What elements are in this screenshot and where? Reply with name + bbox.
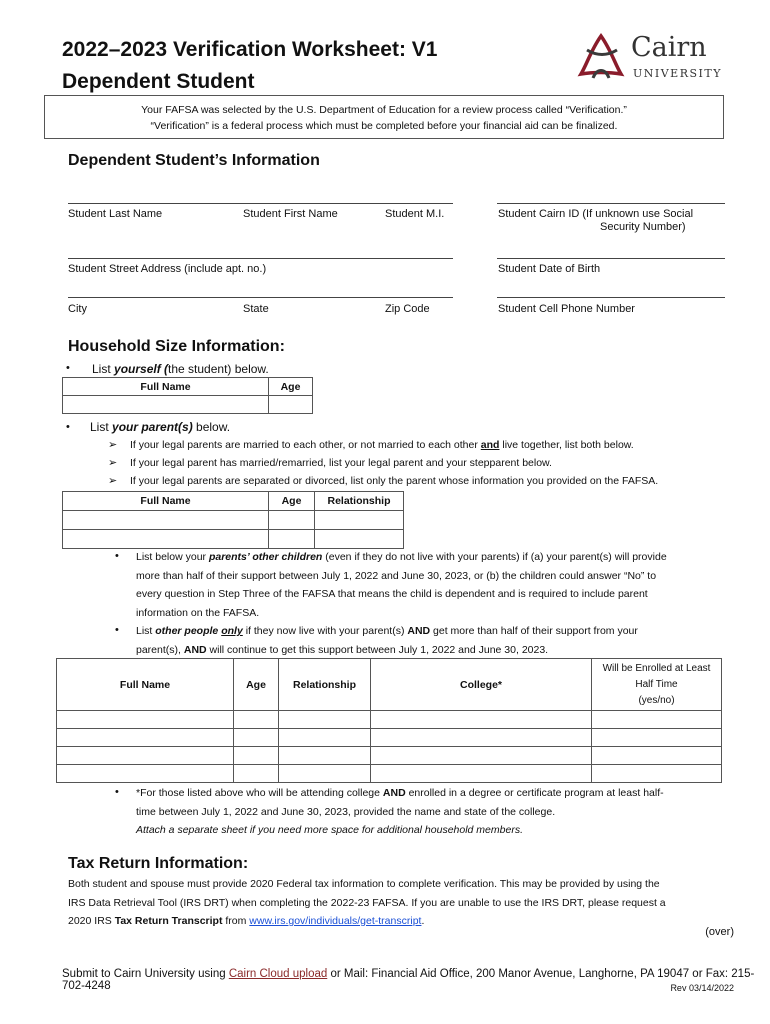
arrow1-pre: If your legal parents are married to each other, or not married to each other xyxy=(130,439,481,451)
member-name-cell[interactable] xyxy=(57,747,234,765)
title-line-1: 2022–2023 Verification Worksheet: V1 xyxy=(62,38,438,61)
b4-and: AND xyxy=(407,625,431,637)
b3-l2: more than half of their support between July 1, 2022 and June 30, 2023, or (b) the children could answer “No” to xyxy=(136,569,657,582)
tax-paragraph xyxy=(68,875,733,931)
parents-table xyxy=(62,491,404,549)
col-full-name: Full Name xyxy=(57,659,234,711)
logo-name: Cairn xyxy=(631,32,707,63)
member-name-cell[interactable] xyxy=(57,729,234,747)
zip-label: Zip Code xyxy=(385,303,430,315)
b5-l3: Attach a separate sheet if you need more space for additional household members. xyxy=(136,824,523,836)
list-yourself-post: the student) below. xyxy=(168,362,269,376)
col-age: Age xyxy=(269,492,315,511)
title-line-2: Dependent Student xyxy=(62,70,255,93)
other-children-text xyxy=(136,548,726,622)
col-full-name: Full Name xyxy=(63,492,269,511)
city-line[interactable] xyxy=(68,297,453,298)
b4-l2pre: parent(s), xyxy=(136,643,184,656)
col-relationship: Relationship xyxy=(315,492,404,511)
parent-age-cell[interactable] xyxy=(269,530,315,549)
col-relationship: Relationship xyxy=(279,659,371,711)
b5-l1post: enrolled in a degree or certificate program at least half- xyxy=(405,787,664,799)
member-college-cell[interactable] xyxy=(371,765,592,783)
member-enrolled-cell[interactable] xyxy=(592,765,722,783)
revision-date: Rev 03/14/2022 xyxy=(670,983,734,993)
member-enrolled-cell[interactable] xyxy=(592,729,722,747)
col-college: College* xyxy=(371,659,592,711)
name-line[interactable] xyxy=(68,203,453,204)
arrow-item-2: If your legal parent has married/remarried, list your legal parent and your stepparent below. xyxy=(130,457,552,469)
footer-submit xyxy=(62,968,770,992)
member-age-cell[interactable] xyxy=(234,729,279,747)
bullet-icon: • xyxy=(115,624,119,636)
dob-label: Student Date of Birth xyxy=(498,263,601,275)
cairn-id-label-2: Security Number) xyxy=(600,221,686,233)
state-label: State xyxy=(243,303,269,315)
student-age-cell[interactable] xyxy=(269,396,313,414)
col-age: Age xyxy=(234,659,279,711)
list-yourself-pre: List xyxy=(92,362,115,376)
col-full-name: Full Name xyxy=(63,378,269,396)
bullet-icon: • xyxy=(66,362,70,374)
student-table xyxy=(62,377,313,414)
b3-l4: information on the FAFSA. xyxy=(136,606,260,619)
bullet-icon: • xyxy=(115,786,119,798)
tax-line-2: IRS Data Retrieval Tool (IRS DRT) when completing the 2022-23 FAFSA. If you are unable to use the IRS DRT, please request a xyxy=(68,896,666,909)
notice-line-2: “Verification” is a federal process which must be completed before your financial aid can be finalized. xyxy=(150,120,618,132)
member-age-cell[interactable] xyxy=(234,711,279,729)
mi-label: Student M.I. xyxy=(385,208,445,220)
list-yourself-text xyxy=(92,360,269,379)
cairn-id-line[interactable] xyxy=(497,203,725,204)
bullet-icon: • xyxy=(115,550,119,562)
list-yourself-em: yourself ( xyxy=(114,362,169,376)
household-heading: Household Size Information: xyxy=(68,338,285,355)
tax-line-1: Both student and spouse must provide 2020 Federal tax information to complete verification. This may be provided by using the xyxy=(68,878,660,890)
address-line[interactable] xyxy=(68,258,453,259)
tax-l3-post: . xyxy=(421,915,425,927)
member-name-cell[interactable] xyxy=(57,711,234,729)
logo-subtitle: UNIVERSITY xyxy=(633,67,722,80)
cairn-id-label: Student Cairn ID (If unknown use Social xyxy=(498,208,694,220)
fafsa-notice xyxy=(44,95,724,139)
b4-and2: AND xyxy=(183,643,207,656)
cell-label: Student Cell Phone Number xyxy=(498,303,635,315)
other-people-text xyxy=(136,622,726,659)
member-enrolled-cell[interactable] xyxy=(592,747,722,765)
b4-mid: if they now live with your parent(s) xyxy=(242,625,408,637)
member-college-cell[interactable] xyxy=(371,747,592,765)
student-info-heading: Dependent Student’s Information xyxy=(68,152,320,169)
member-name-cell[interactable] xyxy=(57,765,234,783)
student-name-cell[interactable] xyxy=(63,396,269,414)
enrolled-line-2: Half Time xyxy=(635,678,678,690)
page-title xyxy=(62,34,437,98)
b4-em2: only xyxy=(221,625,243,637)
address-label: Student Street Address (include apt. no.) xyxy=(68,263,267,275)
list-parents-text xyxy=(90,418,230,437)
first-name-label: Student First Name xyxy=(243,208,338,220)
arrow1-post: live together, list both below. xyxy=(499,439,634,451)
b4-em1: other people xyxy=(155,625,222,637)
arrow-item-1 xyxy=(130,436,634,455)
college-note xyxy=(136,784,726,840)
arrow-icon: ➢ xyxy=(108,475,118,487)
bullet-icon: • xyxy=(66,421,70,433)
parent-age-cell[interactable] xyxy=(269,511,315,530)
arrow-item-3: If your legal parents are separated or divorced, list only the parent whose information you provided on the FAFSA. xyxy=(130,475,659,487)
b3-l3: every question in Step Three of the FAFSA that means the child is dependent and is required to include parent xyxy=(136,588,648,600)
enrolled-line-3: (yes/no) xyxy=(638,694,675,706)
b3-l1: (even if they do not live with your parents) if (a) your parent(s) will provide xyxy=(322,551,667,563)
parent-relationship-cell[interactable] xyxy=(315,511,404,530)
list-parents-pre: List xyxy=(90,420,113,434)
arrow1-and: and xyxy=(480,439,500,451)
enrolled-line-1: Will be Enrolled at Least xyxy=(602,662,711,674)
b5-l2: time between July 1, 2022 and June 30, 2023, provided the name and state of the college. xyxy=(136,805,556,818)
col-age: Age xyxy=(269,378,313,396)
arrow-icon: ➢ xyxy=(108,439,118,451)
tax-l3-bold: Tax Return Transcript xyxy=(114,915,223,927)
tax-heading: Tax Return Information: xyxy=(68,855,249,872)
dob-line[interactable] xyxy=(497,258,725,259)
b3-pre: List below your xyxy=(136,551,209,563)
cairn-cloud-upload-link[interactable]: Cairn Cloud upload xyxy=(228,968,328,980)
parent-relationship-cell[interactable] xyxy=(315,530,404,549)
b5-pre: *For those listed above who will be attending college xyxy=(136,787,383,799)
cell-line[interactable] xyxy=(497,297,725,298)
b3-em: parents’ other children xyxy=(208,551,323,563)
footer-post: or Mail: Financial Aid Office, 200 Manor Avenue, Langhorne, PA 19047 or Fax: 215-702-4248 xyxy=(62,968,755,992)
b4-l2post: will continue to get this support between July 1, 2022 and June 30, 2023. xyxy=(206,643,549,656)
notice-line-1: Your FAFSA was selected by the U.S. Department of Education for a review process called “Verification.” xyxy=(141,104,627,116)
tax-l3-pre: 2020 IRS xyxy=(68,915,115,927)
member-relationship-cell[interactable] xyxy=(279,747,371,765)
member-relationship-cell[interactable] xyxy=(279,711,371,729)
b5-and: AND xyxy=(382,787,406,799)
member-college-cell[interactable] xyxy=(371,729,592,747)
household-members-table xyxy=(56,658,722,783)
list-parents-em: your parent(s) xyxy=(112,420,193,434)
arrow-icon: ➢ xyxy=(108,457,118,469)
col-enrolled xyxy=(592,659,722,711)
city-label: City xyxy=(68,303,87,315)
b4-pre: List xyxy=(136,625,156,637)
member-relationship-cell[interactable] xyxy=(279,729,371,747)
b4-l1post: get more than half of their support from your xyxy=(430,625,638,637)
tax-l3-mid: from xyxy=(222,915,250,927)
cairn-logo xyxy=(573,30,723,86)
cairn-emblem-icon xyxy=(573,30,629,86)
member-college-cell[interactable] xyxy=(371,711,592,729)
last-name-label: Student Last Name xyxy=(68,208,163,220)
over-label: (over) xyxy=(705,926,734,938)
member-enrolled-cell[interactable] xyxy=(592,711,722,729)
member-age-cell[interactable] xyxy=(234,747,279,765)
member-age-cell[interactable] xyxy=(234,765,279,783)
list-parents-post: below. xyxy=(192,420,231,434)
irs-transcript-link[interactable]: www.irs.gov/individuals/get-transcript xyxy=(249,915,422,927)
parent-name-cell[interactable] xyxy=(63,511,269,530)
footer-pre: Submit to Cairn University using xyxy=(62,968,229,980)
member-relationship-cell[interactable] xyxy=(279,765,371,783)
parent-name-cell[interactable] xyxy=(63,530,269,549)
